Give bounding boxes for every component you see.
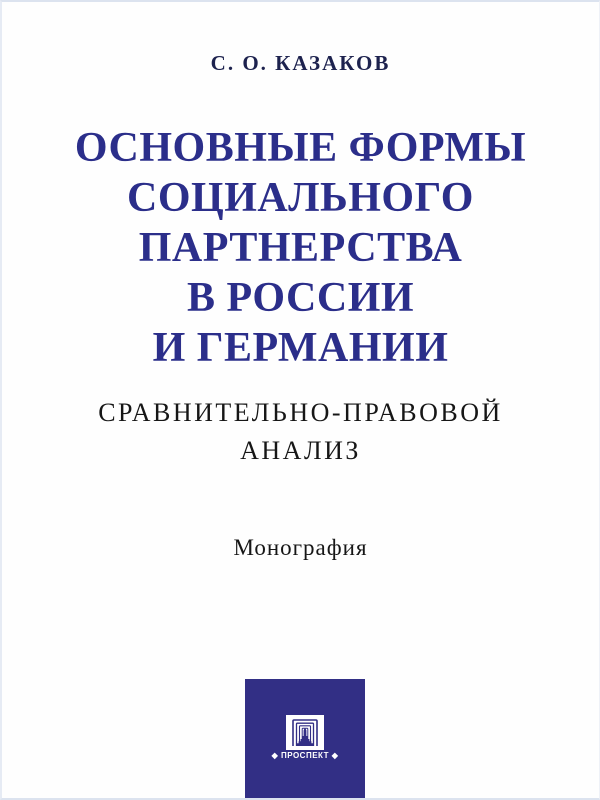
title-line-1: ОСНОВНЫЕ ФОРМЫ <box>74 125 527 171</box>
subtitle-line-2: АНАЛИЗ <box>240 436 361 465</box>
subtitle-line-1: СРАВНИТЕЛЬНО-ПРАВОВОЙ <box>98 398 503 427</box>
publisher-name-label: ◆ ПРОСПЕКТ ◆ <box>271 751 339 760</box>
title-line-4: В РОССИИ <box>186 275 415 321</box>
edition-type-label: Монография <box>233 535 368 560</box>
title-line-5: И ГЕРМАНИИ <box>152 325 449 371</box>
title-line-2: СОЦИАЛЬНОГО <box>127 175 474 221</box>
title-line-3: ПАРТНЕРСТВА <box>138 225 463 271</box>
prospekt-emblem-icon <box>286 715 324 750</box>
author-name: С. О. КАЗАКОВ <box>210 51 391 75</box>
book-subtitle <box>2 394 599 470</box>
book-title <box>2 123 599 373</box>
publisher-logo-block <box>245 679 365 800</box>
